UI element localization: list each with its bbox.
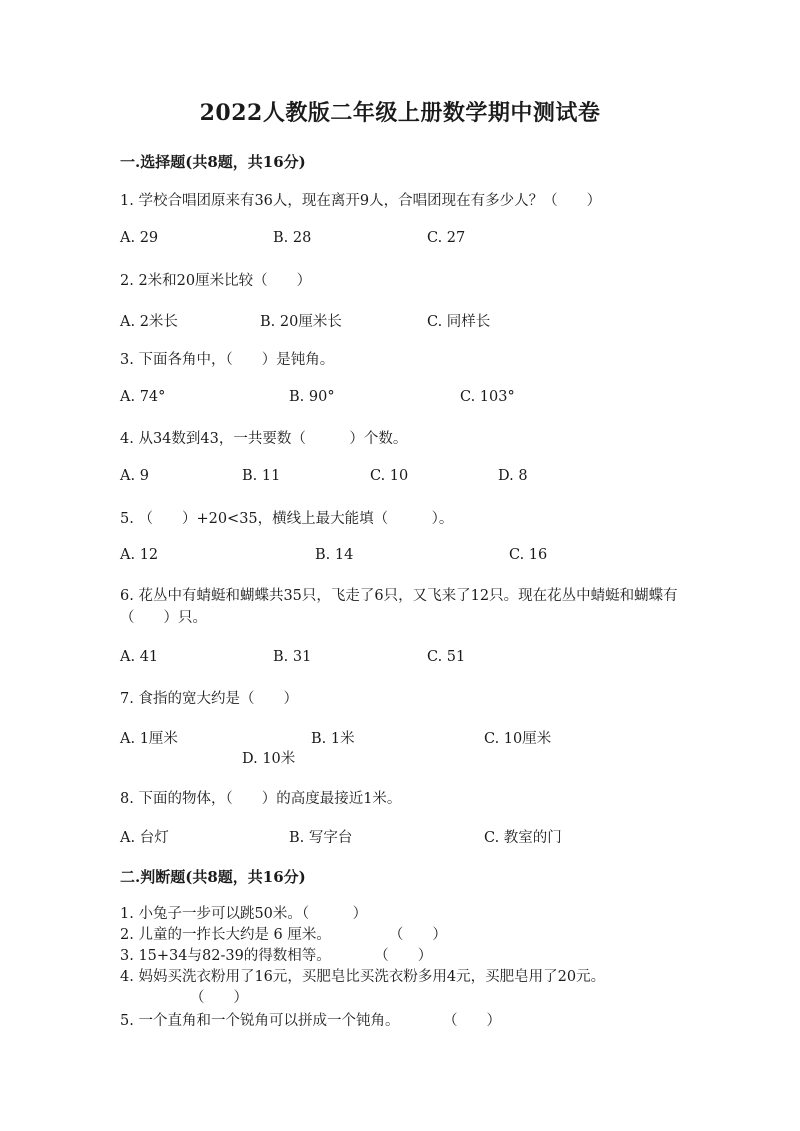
page-title: 2022人教版二年级上册数学期中测试卷 xyxy=(199,100,601,126)
question-7: 7. 食指的宽大约是（ ） xyxy=(120,691,298,707)
section-heading-choice: 一.选择题(共8题，共16分) xyxy=(120,153,306,171)
q7-option-c: C. 10厘米 xyxy=(484,731,552,747)
q8-option-a: A. 台灯 xyxy=(120,830,169,846)
q2-option-c: C. 同样长 xyxy=(427,314,491,330)
q8-option-c: C. 教室的门 xyxy=(484,830,562,846)
judgement-4-answer-paren: （ ） xyxy=(190,990,248,1006)
q7-option-b: B. 1米 xyxy=(311,731,355,747)
question-3: 3. 下面各角中，（ ）是钝角。 xyxy=(120,352,335,368)
question-8: 8. 下面的物体，（ ）的高度最接近1米。 xyxy=(120,791,402,807)
q2-option-b: B. 20厘米长 xyxy=(260,314,342,330)
q6-option-b: B. 31 xyxy=(273,649,312,665)
q4-option-d: D. 8 xyxy=(498,468,528,484)
q3-option-c: C. 103° xyxy=(460,389,515,405)
q1-option-b: B. 28 xyxy=(273,230,312,246)
q7-option-a: A. 1厘米 xyxy=(120,731,178,747)
judgement-4: 4. 妈妈买洗衣粉用了16元，买肥皂比买洗衣粉多用4元，买肥皂用了20元。 xyxy=(120,969,606,985)
q2-option-a: A. 2米长 xyxy=(120,314,178,330)
q8-option-b: B. 写字台 xyxy=(289,830,353,846)
judgement-3: 3. 15+34与82-39的得数相等。 （ ） xyxy=(120,948,433,964)
q1-option-a: A. 29 xyxy=(120,230,159,246)
q4-option-c: C. 10 xyxy=(370,468,409,484)
judgement-5: 5. 一个直角和一个锐角可以拼成一个钝角。 （ ） xyxy=(120,1013,501,1029)
q5-option-b: B. 14 xyxy=(315,547,354,563)
section-heading-judgement: 二.判断题(共8题，共16分) xyxy=(120,868,306,886)
q5-option-c: C. 16 xyxy=(509,547,548,563)
question-5: 5. （ ）+20<35，横线上最大能填（ ）。 xyxy=(120,511,454,527)
judgement-2: 2. 儿童的一拃长大约是 6 厘米。 （ ） xyxy=(120,927,447,943)
q6-option-c: C. 51 xyxy=(427,649,466,665)
judgement-1: 1. 小兔子一步可以跳50米。（ ） xyxy=(120,906,368,922)
q1-option-c: C. 27 xyxy=(427,230,466,246)
q7-option-d: D. 10米 xyxy=(242,751,296,767)
question-4: 4. 从34数到43，一共要数（ ）个数。 xyxy=(120,431,408,447)
q3-option-b: B. 90° xyxy=(289,389,335,405)
q4-option-b: B. 11 xyxy=(242,468,281,484)
q5-option-a: A. 12 xyxy=(120,547,159,563)
question-1: 1. 学校合唱团原来有36人，现在离开9人，合唱团现在有多少人？（ ） xyxy=(120,193,602,209)
question-2: 2. 2米和20厘米比较（ ） xyxy=(120,273,312,289)
question-6: 6. 花丛中有蜻蜓和蝴蝶共35只，飞走了6只，又飞来了12只。现在花丛中蜻蜓和蝴蝶有（ ）只。 xyxy=(120,588,678,626)
q6-option-a: A. 41 xyxy=(120,649,159,665)
q3-option-a: A. 74° xyxy=(120,389,166,405)
q4-option-a: A. 9 xyxy=(120,468,149,484)
